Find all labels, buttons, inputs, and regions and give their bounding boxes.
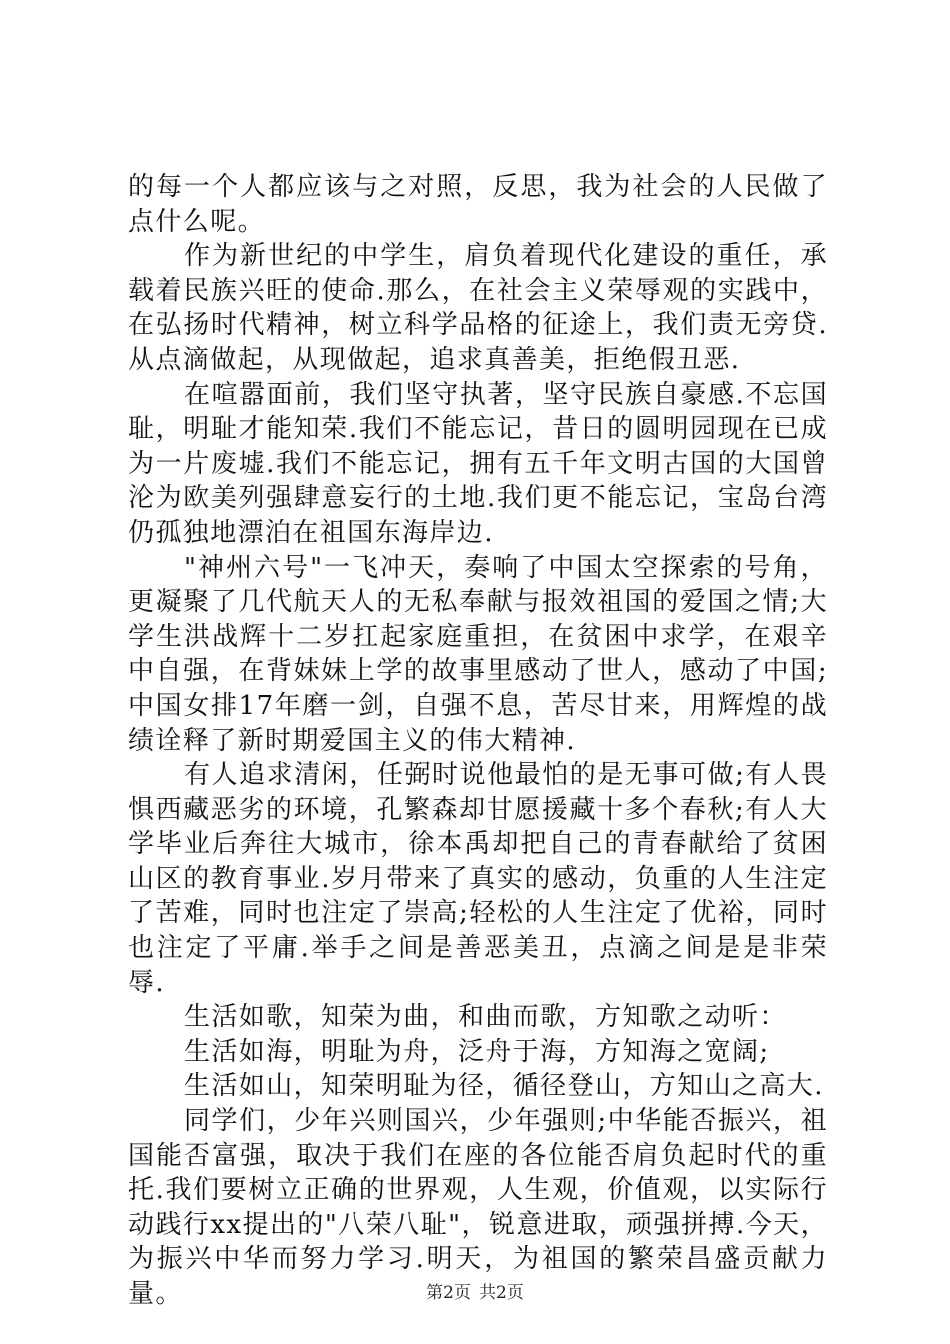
paragraph-4: "神州六号"一飞冲天，奏响了中国太空探索的号角，更凝聚了几代航天人的无私奉献与报效祖国的爱国之情;大学生洪战辉十二岁扛起家庭重担，在贫困中求学，在艰辛中自强，在背妹妹上学的故事里感动了世人，感动了中国;中国女排17年磨一剑，自强不息，苦尽甘来，用辉煌的战绩诠释了新时期爱国主义的伟大精神. — [128, 552, 828, 756]
paragraph-6: 生活如歌，知荣为曲，和曲而歌，方知歌之动听： — [184, 1002, 787, 1033]
paragraph-3: 在喧嚣面前，我们坚守执著，坚守民族自豪感.不忘国耻，明耻才能知荣.我们不能忘记，昔日的圆明园现在已成为一片废墟.我们不能忘记，拥有五千年文明古国的大国曾沦为欧美列强肆意妄行的土地.我们更不能忘记，宝岛台湾仍孤独地漂泊在祖国东海岸边. — [128, 379, 828, 548]
paragraph-1: 的每一个人都应该与之对照，反思，我为社会的人民做了点什么呢。 — [128, 172, 828, 237]
paragraph-8: 生活如山，知荣明耻为径，循径登山，方知山之高大. — [184, 1071, 824, 1102]
page-number-current: 第2页 — [426, 1283, 471, 1303]
paragraph-7: 生活如海，明耻为舟，泛舟于海，方知海之宽阔; — [184, 1036, 770, 1067]
page-number-total: 共2页 — [479, 1283, 524, 1303]
paragraph-2: 作为新世纪的中学生，肩负着现代化建设的重任，承载着民族兴旺的使命.那么，在社会主义荣辱观的实践中，在弘扬时代精神，树立科学品格的征途上，我们责无旁贷.从点滴做起，从现做起，追求真善美，拒绝假丑恶. — [128, 241, 828, 375]
paragraph-9: 同学们，少年兴则国兴，少年强则;中华能否振兴，祖国能否富强，取决于我们在座的各位能否肩负起时代的重托.我们要树立正确的世界观，人生观，价值观，以实际行动践行xx提出的"八荣八耻"，锐意进取，顽强拼搏.今天，为振兴中华而努力学习.明天，为祖国的繁荣昌盛贡献力量。 — [128, 1106, 828, 1309]
page-footer — [0, 1282, 950, 1304]
paragraph-5: 有人追求清闲，任弼时说他最怕的是无事可做;有人畏惧西藏恶劣的环境，孔繁森却甘愿援藏十多个春秋;有人大学毕业后奔往大城市，徐本禹却把自己的青春献给了贫困山区的教育事业.岁月带来了真实的感动，负重的人生注定了苦难，同时也注定了崇高;轻松的人生注定了优裕，同时也注定了平庸.举手之间是善恶美丑，点滴之间是是非荣辱. — [128, 760, 828, 998]
document-body — [128, 170, 828, 1312]
